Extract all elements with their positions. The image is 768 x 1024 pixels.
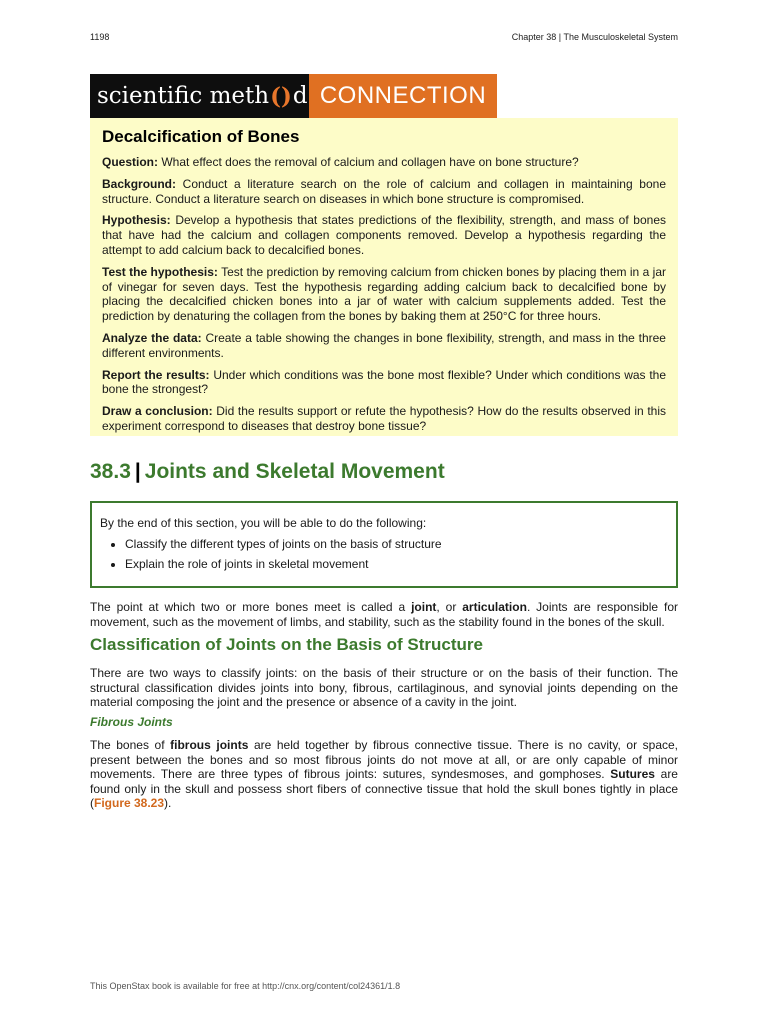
item-text: Conduct a literature search on the role of calcium and collagen in maintaining bone structure. Conduct a literature search on diseases in which bone structure is compromised. xyxy=(102,176,666,206)
banner-paren-icon: () xyxy=(270,82,292,110)
item-text: What effect does the removal of calcium and collagen have on bone structure? xyxy=(161,155,579,169)
banner-text-end: d xyxy=(292,83,308,109)
item-label: Question: xyxy=(102,155,158,169)
term-articulation: articulation xyxy=(462,600,527,614)
text-run: are found only in the skull and possess short fibers of connective tissue that hold the skull bones tightly in place ( xyxy=(90,767,678,811)
text-run: ). xyxy=(164,796,172,811)
text-run: , or xyxy=(436,600,463,614)
item-label: Report the results: xyxy=(102,367,210,382)
text-run: . Joints are responsible for movement, such as the movement of limbs, and stability, such as the stability found in the bones of the skull. xyxy=(90,600,678,629)
banner-connection: CONNECTION xyxy=(309,74,497,118)
item-label: Analyze the data: xyxy=(102,330,202,345)
text-run: are held together by fibrous connective tissue. There is no cavity, or space, present between the bones and so most fibrous joints do not move at all, or are only capable of minor movements. There are three types of fibrous joints: sutures, syndesmoses, and gomphoses. xyxy=(90,738,679,782)
text-run: The point at which two or more bones meet is called a xyxy=(90,600,412,614)
item-label: Hypothesis: xyxy=(102,213,171,228)
section-separator: | xyxy=(134,460,141,483)
chapter-header: Chapter 38 | The Musculoskeletal System xyxy=(511,32,678,42)
feature-item-background xyxy=(102,177,666,207)
subsection-heading: Classification of Joints on the Basis of Structure xyxy=(90,635,483,654)
feature-item-conclusion xyxy=(102,404,666,434)
intro-paragraph xyxy=(90,600,678,629)
item-text: Develop a hypothesis that states predictions of the flexibility, strength, and mass of bones that have had the calcium and collagen components removed. Develop a hypothesis regarding the attempt to add calcium back to decalcified bones. xyxy=(102,213,666,257)
banner-scientific-method xyxy=(90,74,309,118)
section-number: 38.3 xyxy=(90,460,131,483)
page-number: 1198 xyxy=(90,32,110,42)
objective-item: • Explain the role of joints in skeletal movement xyxy=(125,557,668,571)
fibrous-paragraph xyxy=(90,738,678,811)
feature-item-analyze xyxy=(102,331,666,361)
item-label: Test the hypothesis: xyxy=(102,264,218,279)
term-joint: joint xyxy=(411,600,437,614)
section-title: Joints and Skeletal Movement xyxy=(144,460,445,483)
item-text: Test the prediction by removing calcium from chicken bones by placing them in a jar of vinegar for seven days. Test the hypothesis regarding adding calcium back to decalcified bone by placing the decalcified chicken bones into a jar of water with calcium supplements added. Test the prediction by denaturing the collagen from the bones by baking them at 250°C for three hours. xyxy=(102,264,666,324)
item-text: Create a table showing the changes in bone flexibility, strength, and mass in the three different environments. xyxy=(102,330,666,360)
feature-item-hypothesis xyxy=(102,213,666,257)
footer-note: This OpenStax book is available for free at http://cnx.org/content/col24361/1.8 xyxy=(90,981,401,991)
objective-item: • Classify the different types of joints on the basis of structure xyxy=(125,537,668,551)
item-label: Background: xyxy=(102,176,177,191)
figure-link[interactable]: Figure 38.23 xyxy=(94,796,165,811)
feature-item-report xyxy=(102,368,666,398)
text-run: The bones of xyxy=(90,738,171,752)
section-heading xyxy=(90,460,445,484)
fibrous-joints-heading: Fibrous Joints xyxy=(90,715,173,729)
term-sutures: Sutures xyxy=(610,767,655,782)
scientific-method-banner xyxy=(90,74,497,118)
learning-objectives xyxy=(90,501,678,588)
feature-box xyxy=(90,118,678,436)
classification-paragraph: There are two ways to classify joints: on the basis of their structure or on the basis of their function. The structural classification divides joints into bony, fibrous, cartilaginous, and synovial joints depending on the material composing the joint and the presence or absence of a cavity in the joint. xyxy=(90,666,678,710)
objectives-list xyxy=(100,537,668,571)
banner-text-start: scientific meth xyxy=(97,83,270,109)
item-text: Did the results support or refute the hypothesis? How do the results observed in this experiment correspond to diseases that destroy bone tissue? xyxy=(102,404,666,433)
objectives-intro: By the end of this section, you will be able to do the following: xyxy=(100,516,427,530)
feature-item-question xyxy=(102,155,666,170)
item-text: Under which conditions was the bone most flexible? Under which conditions was the bone the strongest? xyxy=(102,367,666,397)
feature-box-title: Decalcification of Bones xyxy=(102,127,300,146)
term-fibrous-joints: fibrous joints xyxy=(170,738,249,752)
feature-item-test xyxy=(102,265,666,324)
item-label: Draw a conclusion: xyxy=(102,404,213,419)
